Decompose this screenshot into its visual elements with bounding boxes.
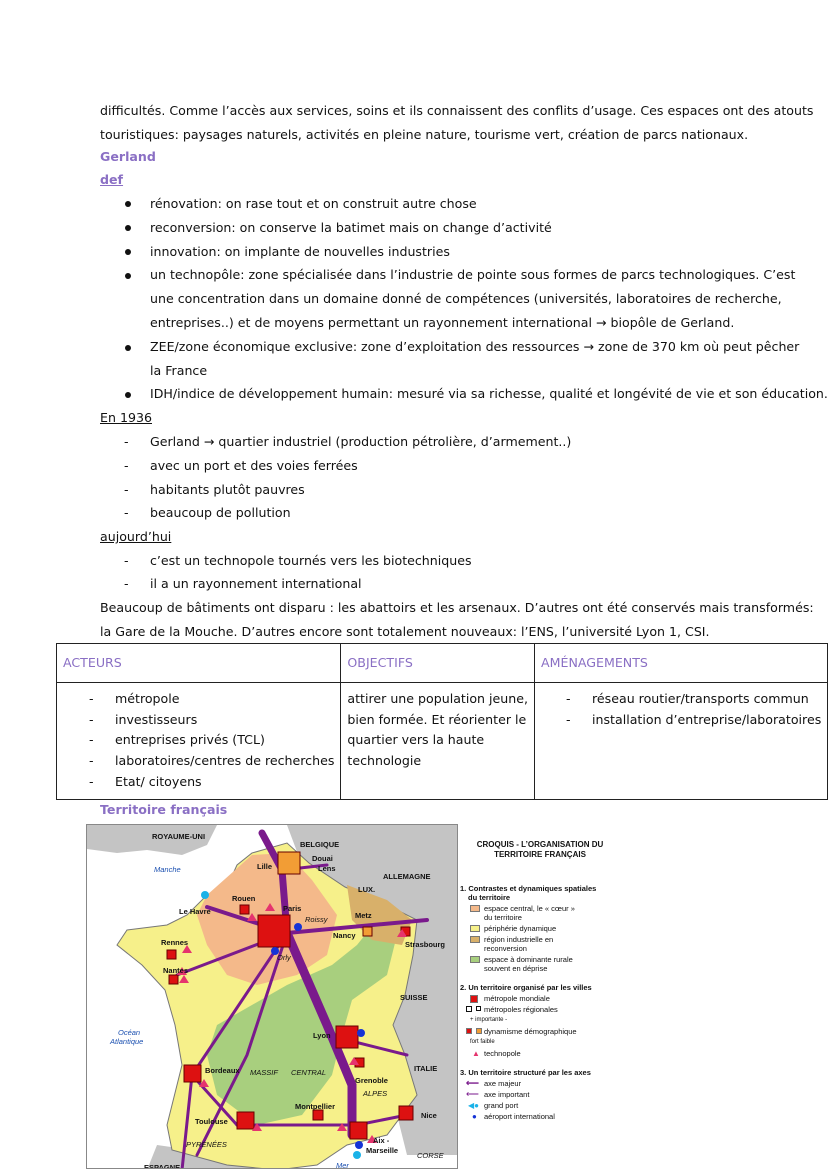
today-item: c’est un technopole tournés vers les biotechniques [150, 553, 472, 568]
label-massif: MASSIF [250, 1068, 278, 1077]
swatch [466, 1006, 472, 1012]
legend-section-1: 1. Contrastes et dynamiques spatiales [460, 884, 597, 893]
label-le-havre: Le Havre [179, 907, 211, 916]
label-nancy: Nancy [333, 931, 356, 940]
label-alpes: ALPES [363, 1089, 388, 1098]
swatch [476, 1006, 481, 1011]
definition-item-cont: entreprises..) et de moyens permettant un rayonnement international → biopôle de Gerland. [150, 315, 735, 330]
port-icon [353, 1151, 361, 1159]
label-montpellier: Montpellier [295, 1102, 336, 1111]
label-grenoble: Grenoble [355, 1076, 388, 1085]
list-item: - investisseurs [89, 711, 198, 727]
list-item: - Etat/ citoyens [89, 773, 202, 789]
label-douai: Douai [312, 854, 333, 863]
definition-item-cont: la France [150, 363, 208, 378]
label-espagne: ESPAGNE [144, 1163, 181, 1169]
bullet [125, 249, 131, 255]
swatch [476, 1028, 482, 1034]
swatch [470, 925, 480, 932]
rouen-metropole [240, 905, 249, 914]
definition-item: IDH/indice de développement humain: mesuré via sa richesse, qualité et longévité de vie et son éducation. [150, 386, 828, 401]
swatch [470, 905, 480, 912]
label-suisse: SUISSE [400, 993, 428, 1002]
dash: - [124, 482, 129, 497]
airport-icon [357, 1029, 365, 1037]
legend-title-1: CROQUIS - L’ORGANISATION DU [476, 840, 604, 849]
nancy-metropole [363, 927, 372, 936]
today-heading: aujourd’hui [100, 529, 172, 544]
list-item: - réseau routier/transports commun [566, 691, 809, 706]
label-pyrenees: PYRÉNÉES [186, 1140, 227, 1149]
map-legend [460, 840, 620, 1121]
airport-icon [294, 923, 302, 931]
swatch [466, 1028, 472, 1034]
airport-icon: ● [472, 1112, 477, 1121]
objectif-line: technologie [347, 753, 422, 769]
legend-item-peripherie: périphérie dynamique [460, 924, 620, 933]
table-cell-acteurs [57, 683, 341, 800]
nantes-metropole [169, 975, 178, 984]
label-corse: CORSE [417, 1151, 444, 1160]
rennes-metropole [167, 950, 176, 959]
en1936-item: habitants plutôt pauvres [150, 482, 305, 497]
legend-section-2: 2. Un territoire organisé par les villes [460, 983, 592, 992]
label-royaume-uni: ROYAUME-UNI [152, 832, 206, 841]
bullet [125, 392, 131, 398]
outro-line-1: Beaucoup de bâtiments ont disparu : les abattoirs et les arsenaux. D’autres ont été conservés mais transformés: [100, 600, 814, 615]
objectif-line: quartier vers la haute [347, 732, 485, 748]
label-allemagne: ALLEMAGNE [383, 872, 431, 881]
label-toulouse: Toulouse [195, 1117, 228, 1126]
legend-item-regionales: métropoles régionales [460, 1005, 620, 1014]
legend-item-central: espace central, le « cœur » du territoire [460, 904, 620, 922]
france-map [86, 824, 458, 1169]
label-italie: ITALIE [414, 1064, 438, 1073]
marseille-metropole [350, 1122, 367, 1139]
definition-item-cont: une concentration dans un domaine donné de compétences (universités, laboratoires de recherche, [150, 291, 782, 306]
bordeaux-metropole [184, 1065, 201, 1082]
legend-section-3: 3. Un territoire structuré par les axes [460, 1068, 591, 1077]
legend-item-axe-majeur: ⟵ axe majeur [466, 1078, 522, 1088]
label-metz: Metz [355, 911, 372, 920]
bullet [125, 273, 131, 279]
legend-item-axe-important: ⟵ axe important [466, 1089, 530, 1099]
legend-title-2: TERRITOIRE FRANÇAIS [494, 850, 586, 859]
legend-fort-faible: fort faible [470, 1039, 495, 1045]
label-strasbourg: Strasbourg [405, 940, 446, 949]
port-icon: ◀● [468, 1101, 479, 1110]
en1936-item: beaucoup de pollution [150, 505, 291, 520]
paris-metropole [258, 915, 290, 947]
legend-item-aeroport: ● aéroport international [472, 1112, 555, 1121]
label-central: CENTRAL [291, 1068, 327, 1077]
outro-line-2: la Gare de la Mouche. D’autres encore sont totalement nouveaux: l’ENS, l’université Lyon 1, CSI. [100, 624, 710, 639]
legend-item-industrielle: région industrielle en reconversion [460, 935, 620, 953]
legend-importance: + importante - [470, 1017, 508, 1023]
label-roissy: Roissy [305, 915, 328, 924]
intro-line-2: touristiques: paysages naturels, activités en pleine nature, tourisme vert, création de parcs nationaux. [100, 127, 749, 142]
table-cell-amenagements [535, 683, 828, 800]
label-nantes: Nantes [163, 966, 189, 975]
definition-item: rénovation: on rase tout et on construit autre chose [150, 196, 477, 211]
intro-line-1: difficultés. Comme l’accès aux services, soins et ils connaissent des conflits d’usage. Ces espaces ont des atouts [100, 103, 814, 118]
label-manche: Manche [154, 865, 181, 874]
list-item: - laboratoires/centres de recherches [89, 753, 335, 769]
list-item: - métropole [89, 691, 180, 706]
bullet [125, 201, 131, 207]
port-icon [201, 891, 209, 899]
dash: - [124, 458, 129, 473]
en1936-item: avec un port et des voies ferrées [150, 458, 358, 473]
definition-item: ZEE/zone économique exclusive: zone d’exploitation des ressources → zone de 370 km où peut pêcher [150, 339, 800, 354]
swatch [470, 956, 480, 963]
label-belgique: BELGIQUE [300, 840, 340, 849]
label-lyon: Lyon [313, 1031, 331, 1040]
triangle-icon: ▲ [472, 1049, 480, 1058]
legend-item-port: ◀● grand port [468, 1101, 519, 1110]
legend-section-1b: du territoire [468, 893, 511, 902]
definition-item: innovation: on implante de nouvelles industries [150, 244, 450, 259]
bullet [125, 345, 131, 351]
definition-item: un technopôle: zone spécialisée dans l’industrie de pointe sous formes de parcs technologiques. C’est [150, 267, 796, 282]
table-header-amenagements: AMÉNAGEMENTS [535, 644, 828, 683]
legend-item-rurale: espace à dominante rurale souvent en déprise [460, 955, 620, 973]
objectif-line: bien formée. Et réorienter le [347, 711, 527, 727]
en1936-heading: En 1936 [100, 410, 152, 425]
swatch [470, 995, 478, 1003]
list-item: - entreprises privés (TCL) [89, 732, 265, 748]
list-item: - installation d’entreprise/laboratoires [566, 711, 822, 727]
label-mer: Mer [336, 1161, 349, 1169]
dash: - [124, 576, 129, 591]
arrow-icon: ⟵ [466, 1089, 479, 1099]
label-nice: Nice [421, 1111, 437, 1120]
label-orly: Orly [277, 953, 291, 962]
gerland-heading: Gerland [100, 149, 156, 164]
montpellier-metropole [313, 1110, 323, 1120]
bullet [125, 225, 131, 231]
table-cell-objectifs [341, 683, 535, 800]
legend-item-metropole: métropole mondiale [460, 994, 620, 1003]
arrow-icon: ⟵ [466, 1078, 479, 1088]
label-ocean: Océan [118, 1028, 141, 1037]
legend-item-dynamisme: dynamisme démographique [460, 1027, 620, 1036]
label-lux: LUX. [358, 885, 376, 894]
def-heading: def [100, 172, 124, 187]
dash: - [124, 553, 129, 568]
label-marseille: Marseille [366, 1146, 399, 1155]
label-bordeaux: Bordeaux [205, 1066, 240, 1075]
dash: - [124, 505, 129, 520]
label-lille: Lille [257, 862, 273, 871]
definition-item: reconversion: on conserve la batimet mais on change d’activité [150, 220, 552, 235]
gerland-table [56, 643, 828, 800]
label-lens: Lens [318, 864, 336, 873]
lyon-metropole [336, 1026, 358, 1048]
label-rennes: Rennes [161, 938, 189, 947]
nice-metropole [399, 1106, 413, 1120]
label-atlantique: Atlantique [110, 1037, 144, 1046]
dash: - [124, 434, 129, 449]
label-aix: Aix - [373, 1136, 390, 1145]
legend-item-technopole: ▲ technopole [472, 1049, 521, 1058]
airport-icon [355, 1141, 363, 1149]
territoire-heading: Territoire français [100, 802, 228, 817]
today-item: il a un rayonnement international [150, 576, 362, 591]
lille-metropole [278, 852, 300, 874]
table-header-acteurs: ACTEURS [57, 644, 341, 683]
toulouse-metropole [237, 1112, 254, 1129]
swatch [470, 936, 480, 943]
table-header-objectifs: OBJECTIFS [341, 644, 535, 683]
objectif-line: attirer une population jeune, [347, 691, 529, 706]
en1936-item: Gerland → quartier industriel (production pétrolière, d’armement..) [150, 434, 572, 449]
label-rouen: Rouen [232, 894, 256, 903]
label-paris: Paris [283, 904, 302, 913]
